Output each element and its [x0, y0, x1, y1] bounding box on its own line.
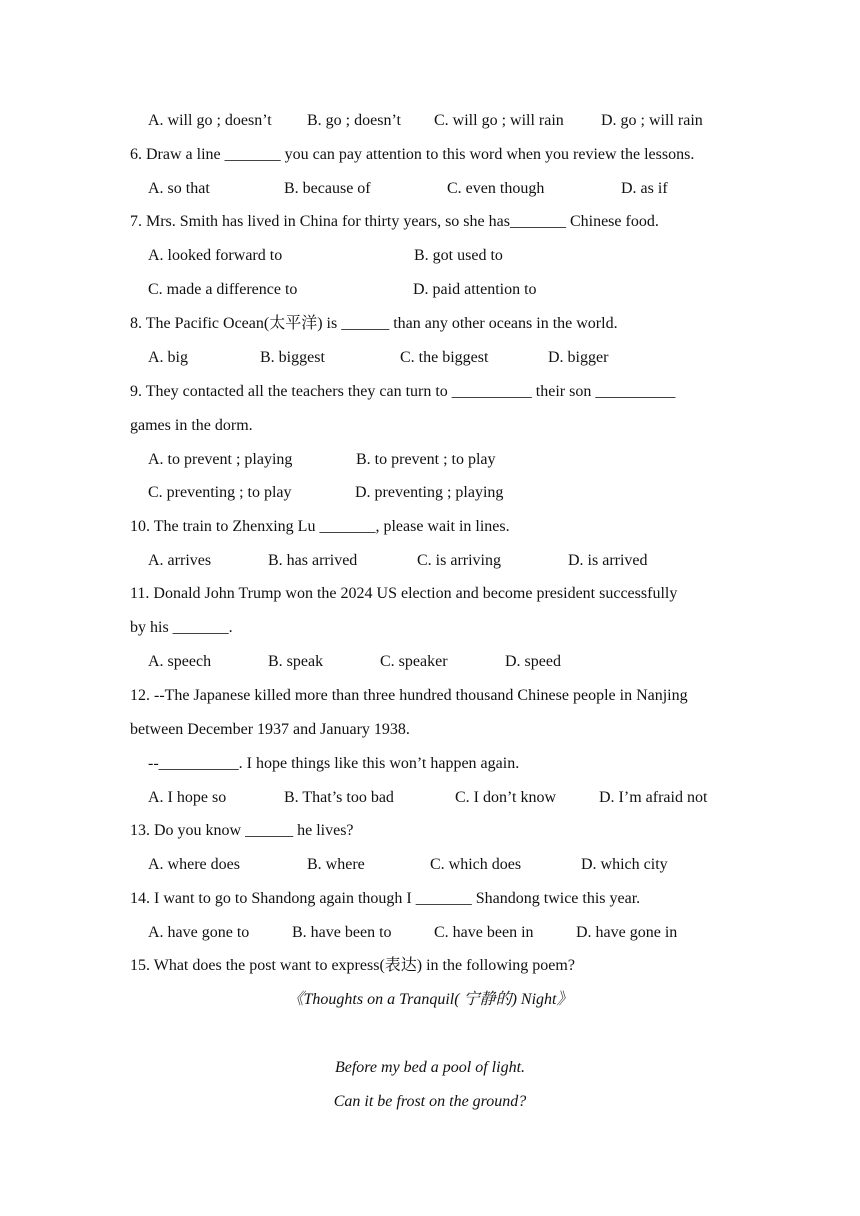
q13-option-d: D. which city [581, 856, 668, 873]
q12-option-d: D. I’m afraid not [599, 789, 708, 806]
q10-option-b: B. has arrived [268, 552, 358, 569]
q12-option-b: B. That’s too bad [284, 789, 394, 806]
q14-option-a: A. have gone to [148, 924, 250, 941]
q7-option-d: D. paid attention to [413, 281, 537, 298]
q14-option-d: D. have gone in [576, 924, 678, 941]
q10-option-c: C. is arriving [417, 552, 501, 569]
q9-option-c: C. preventing ; to play [148, 484, 292, 501]
q10-option-d: D. is arrived [568, 552, 648, 569]
q7-stem: 7. Mrs. Smith has lived in China for thirty years, so she has_______ Chinese food. [130, 213, 659, 230]
q6-option-d: D. as if [621, 180, 668, 197]
poem-line-1: Before my bed a pool of light. [334, 1059, 526, 1076]
q8-option-c: C. the biggest [400, 349, 489, 366]
q11-option-a: A. speech [148, 653, 212, 670]
q11-stem-line1: 11. Donald John Trump won the 2024 US election and become president successfully [130, 585, 678, 602]
q11-option-c: C. speaker [380, 653, 448, 670]
q12-stem-line1: 12. --The Japanese killed more than three hundred thousand Chinese people in Nanjing [130, 687, 688, 704]
q13-option-c: C. which does [430, 856, 522, 873]
q12-reply: --__________. I hope things like this won’t happen again. [148, 755, 520, 772]
q6-option-c: C. even though [447, 180, 545, 197]
poem-line-2: Can it be frost on the ground? [333, 1093, 527, 1110]
q6-stem: 6. Draw a line _______ you can pay attention to this word when you review the lessons. [130, 146, 695, 163]
poem-title: 《Thoughts on a Tranquil( 宁静的) Night》 [287, 991, 573, 1008]
q5-option-c: C. will go ; will rain [434, 112, 564, 129]
q15-stem: 15. What does the post want to express(表达) in the following poem? [130, 957, 575, 974]
q11-stem-line2: by his _______. [130, 619, 233, 636]
q10-stem: 10. The train to Zhenxing Lu _______, please wait in lines. [130, 518, 510, 535]
q13-option-a: A. where does [148, 856, 240, 873]
q10-option-a: A. arrives [148, 552, 212, 569]
q7-option-a: A. looked forward to [148, 247, 283, 264]
q8-option-d: D. bigger [548, 349, 609, 366]
q6-option-a: A. so that [148, 180, 210, 197]
q11-option-b: B. speak [268, 653, 324, 670]
q9-option-a: A. to prevent ; playing [148, 451, 293, 468]
q5-option-a: A. will go ; doesn’t [148, 112, 272, 129]
q8-option-a: A. big [148, 349, 188, 366]
q5-option-b: B. go ; doesn’t [307, 112, 401, 129]
q7-option-b: B. got used to [414, 247, 503, 264]
q12-option-c: C. I don’t know [455, 789, 557, 806]
q6-option-b: B. because of [284, 180, 371, 197]
q14-stem: 14. I want to go to Shandong again though I _______ Shandong twice this year. [130, 890, 641, 907]
q9-option-b: B. to prevent ; to play [356, 451, 496, 468]
q14-option-c: C. have been in [434, 924, 534, 941]
q9-option-d: D. preventing ; playing [355, 484, 504, 501]
q8-stem: 8. The Pacific Ocean(太平洋) is ______ than any other oceans in the world. [130, 315, 618, 332]
q12-stem-line2: between December 1937 and January 1938. [130, 721, 410, 738]
q14-option-b: B. have been to [292, 924, 392, 941]
q9-stem-line2: games in the dorm. [130, 417, 253, 434]
q7-option-c: C. made a difference to [148, 281, 298, 298]
q13-stem: 13. Do you know ______ he lives? [130, 822, 354, 839]
q12-option-a: A. I hope so [148, 789, 227, 806]
q11-option-d: D. speed [505, 653, 561, 670]
q13-option-b: B. where [307, 856, 365, 873]
q9-stem-line1: 9. They contacted all the teachers they can turn to __________ their son __________ [130, 383, 676, 400]
q8-option-b: B. biggest [260, 349, 325, 366]
q5-option-d: D. go ; will rain [601, 112, 703, 129]
